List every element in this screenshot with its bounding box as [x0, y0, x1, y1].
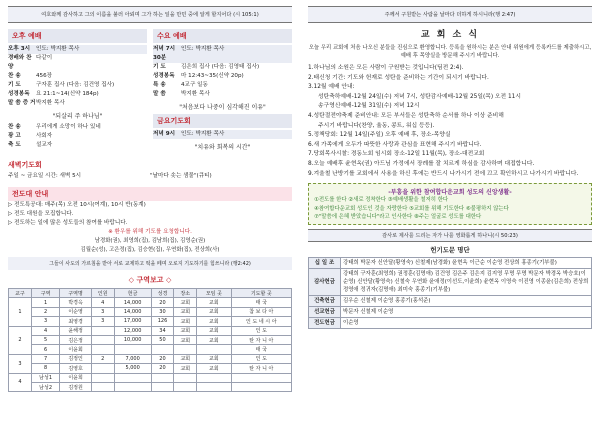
table-row: 3 7 김정인 2 7,000 20 교회 교회 인 도	[9, 354, 292, 363]
order-row: 기 도 구자훈 집사 (다음: 김건영 집사)	[8, 82, 115, 88]
evangelism-line: ▷ 전도하는 일에 많은 성도들의 참여를 바랍니다.	[8, 220, 128, 226]
offering-list-title: 헌기도문 명단	[430, 246, 470, 255]
left-footer-verse: 그들이 사도의 가르침을 받아 서로 교제하고 떡을 떼며 오로지 기도하기를 힘쓰니라 (행2:42)	[8, 257, 292, 270]
news-item: 1.하나님의 소원은 모든 사람이 구원받는 것입니다(딤전 2:4).	[308, 65, 464, 71]
table-header-row: 교구 구역 구역명 인원 헌금 성경 장소 모임 곳 기도할 곳	[9, 289, 292, 298]
faith-life-line: ⑦"말씀에 은혜 받았습니다"라고 인사한다 ⑧주는 얼굴로 성도를 대한다	[314, 213, 482, 220]
church-news-title: 교 회 소 식	[420, 30, 480, 40]
dawn-prayer-row: 주일 ~ 금요일 시간: 새벽 5시 "날마다 솟는 샘물"(큐티)	[8, 173, 212, 179]
offering-row: 전도헌금 이순영	[309, 318, 592, 329]
news-item: 2.태신청 기간: 기도와 헌재로 성탄을 준비하는 기간이 되시기 바랍니다.	[308, 74, 489, 81]
news-item: 6.새 가족에게 오두가 따뜻한 사랑과 관심을 표현해 주시기 바랍니다.	[308, 141, 482, 148]
friday-sermon-title: "치유와 회복의 시간"	[194, 144, 251, 151]
news-item: 송구영신예배-12월 31일(수) 저녁 12시	[318, 103, 420, 110]
order-row: 광 고 사회자	[8, 133, 53, 139]
faith-life-line: ①전도를 한다 ②새로 정착한다 ③예배생활을 철저히 한다	[314, 197, 449, 204]
table-row: 3 최영경 3 17,000 126 교회 교회 인 도 네 시 아	[9, 317, 292, 326]
news-item: 5.정책당회: 12월 14일(주일) 오후 예배 후, 장소-목양실	[308, 132, 451, 139]
order-row: 특 송 4교구 일동	[153, 82, 208, 88]
order-row: 경배와 찬양 다같이	[8, 55, 53, 70]
news-item: 8.오늘 예배후 윤현옥(권) 아드님 가정에서 장례를 잘 치르게 하심을 감사하며 대접합니다.	[308, 160, 535, 167]
order-row: 기 도 김은희 집사 (다음: 김영태 집사)	[153, 64, 260, 70]
faith-life-box	[308, 183, 592, 225]
afternoon-worship	[8, 27, 147, 154]
order-row: 찬 송 우리에게 소망이 하나 있네	[8, 124, 101, 130]
offering-row: 건축헌금 김우순 신철제 이순영 홍종기(홍석준)	[309, 296, 592, 307]
region-report-table	[8, 288, 292, 392]
dawn-prayer-title: 새벽기도회	[8, 161, 42, 169]
church-news-intro: 오늘 우리 교회에 처음 나오신 분들을 진심으로 환영합니다. 등록을 원하시는 분은 안내 위원에게 등록카드를 제출하시고, 예배 후 목양실을 방문해 주시기 바랍니다.	[308, 45, 592, 59]
wednesday-sermon-title: "처음보다 나중이 심각해진 이유"	[179, 104, 266, 111]
patient-names: 김월순(성), 고은정(집), 김승현(집), 우연화(집), 전상희(사)	[80, 247, 220, 253]
news-item: 주시기 바랍니다(찬양, 율동, 콩트, 워십 등등).	[318, 122, 435, 129]
order-row: 성경봉독 요 21:1~14(신약 184p)	[8, 91, 99, 97]
faith-life-title: -부흥을 위한 참여합다운교회 성도의 신앙생활-	[388, 189, 512, 197]
left-banner-verse: 여호와께 감사하고 그의 이름을 불러 아뢰며 그가 하는 일을 만민 중에 알게 할지어다 (시 105:1)	[8, 6, 292, 23]
table-row: 4 남성1 이윤희	[9, 373, 292, 382]
table-row: 2 이순영 3 14,000 30 교회 교회 참 보 다 아	[9, 307, 292, 316]
right-banner-verse: 주께서 구원받는 사람을 날마다 더하게 하시니라(행 2:47)	[308, 6, 592, 23]
region-report-title: ◇ 구역보고 ◇	[128, 276, 172, 284]
evangelism-line: ▷ 전도 대원을 모집합니다.	[8, 211, 74, 217]
order-row: 찬 송 456장	[8, 73, 53, 79]
worship-columns	[8, 27, 292, 154]
offering-row: 감사헌금 강태희 구자훈(최영희) 권정훈(김명애) 김건영 김은주 김은지 김지영 무명 무명 박문자 박경옥 박승호(이순영) 신안달(황영숙) 신철숙 우연화 윤애정(이선도,이윤희) 윤현옥 이영숙 이진영 이종윤(김은희) 전상희 정영애 정귀자(김명애) 최미숙 홍종기(기부불)	[309, 269, 592, 296]
wednesday-worship	[153, 27, 292, 154]
offering-row: 선교헌금 박문자 신철제 이순영	[309, 307, 592, 318]
order-row: 오후 3시 인도: 박지환 목사	[8, 45, 147, 54]
wednesday-worship-title: 수요 예배	[153, 29, 292, 43]
order-row: 축 도 설교자	[8, 142, 53, 148]
thanksgiving-verse: 감사로 제사를 드리는 자가 나를 영화롭게 하나니(시 50:23)	[308, 229, 592, 242]
offering-row: 십 일 조 강태희 박문자 신안달(황영숙) 신철제(남경화) 윤현옥 이근순 이순영 전상희 홍종기(기부불)	[309, 258, 592, 269]
patient-names: 남경화(권), 최영희(집), 김남희(집), 김영순(권)	[94, 238, 206, 244]
table-row: 남성2 김정원	[9, 382, 292, 391]
order-row: 말 씀 증 거 박지환 목사	[8, 100, 65, 106]
order-row: 말 씀 박지환 목사	[153, 91, 210, 97]
church-news-list	[308, 64, 592, 179]
evangelism-title: 전도대 안내	[8, 187, 292, 201]
friday-prayer-title: 금요기도회	[153, 114, 292, 128]
region-report-body	[9, 298, 292, 392]
news-item: 3.12월 예배 안내:	[308, 84, 355, 91]
bulletin-right-page	[300, 0, 600, 424]
news-item: 4.성탄절전야축제 준비안내: 모든 부서들은 성탄축하 순서를 하나 이상 준비해	[308, 112, 504, 119]
order-row: 저녁 7시 30분 인도: 박지환 목사	[153, 45, 292, 63]
table-row: 1 1 박경옥 4 14,000 20 교회 교회 태 국	[9, 298, 292, 307]
evangelism-line: ▷ 전도특공대: 매주(목) 오전 10시(여계), 10시 반(동계)	[8, 202, 146, 208]
table-row: 2 4 윤해정 12,000 34 교회 교회 인 도	[9, 326, 292, 335]
faith-life-line: ④참여합다운교회 성도인 것을 자랑한다 ⑤교회를 위해 기도한다 ⑥불평하지 않는다	[314, 205, 509, 212]
prayer-request: ※ 환우를 위해 기도를 요청합니다.	[108, 229, 192, 235]
afternoon-worship-title: 오후 예배	[8, 29, 147, 43]
order-row: 성경봉독 마 12:43~35(신약 20p)	[153, 73, 244, 79]
news-item: 7.당회목사시찰: 경동노회 임시회 장소-12일 11월(목), 장소-대전교회	[308, 151, 485, 158]
table-row: 5 김은정 10,000 50 교회 교회 탄 자 니 아	[9, 335, 292, 344]
table-row: 6 이윤회 태 국	[9, 345, 292, 354]
order-row: 저녁 9시 인도: 박지환 목사	[153, 130, 292, 139]
news-item: 성탄축하예배-12월 24일(수) 저녁 7시, 성탄감사예배-12월 25일(목) 오전 11시	[318, 93, 521, 100]
table-row: 8 김영호 5,000 20 교회 교회 탄 자 니 아	[9, 364, 292, 373]
news-item: 9.겨울철 난방기를 교회에서 사용을 하신 후에는 반드시 나가시기 전에 끄고 확인하시고 나가시기 바랍니다.	[308, 170, 579, 177]
offering-table	[308, 257, 592, 329]
afternoon-sermon-title: "되살리 주 하나님"	[52, 113, 103, 120]
